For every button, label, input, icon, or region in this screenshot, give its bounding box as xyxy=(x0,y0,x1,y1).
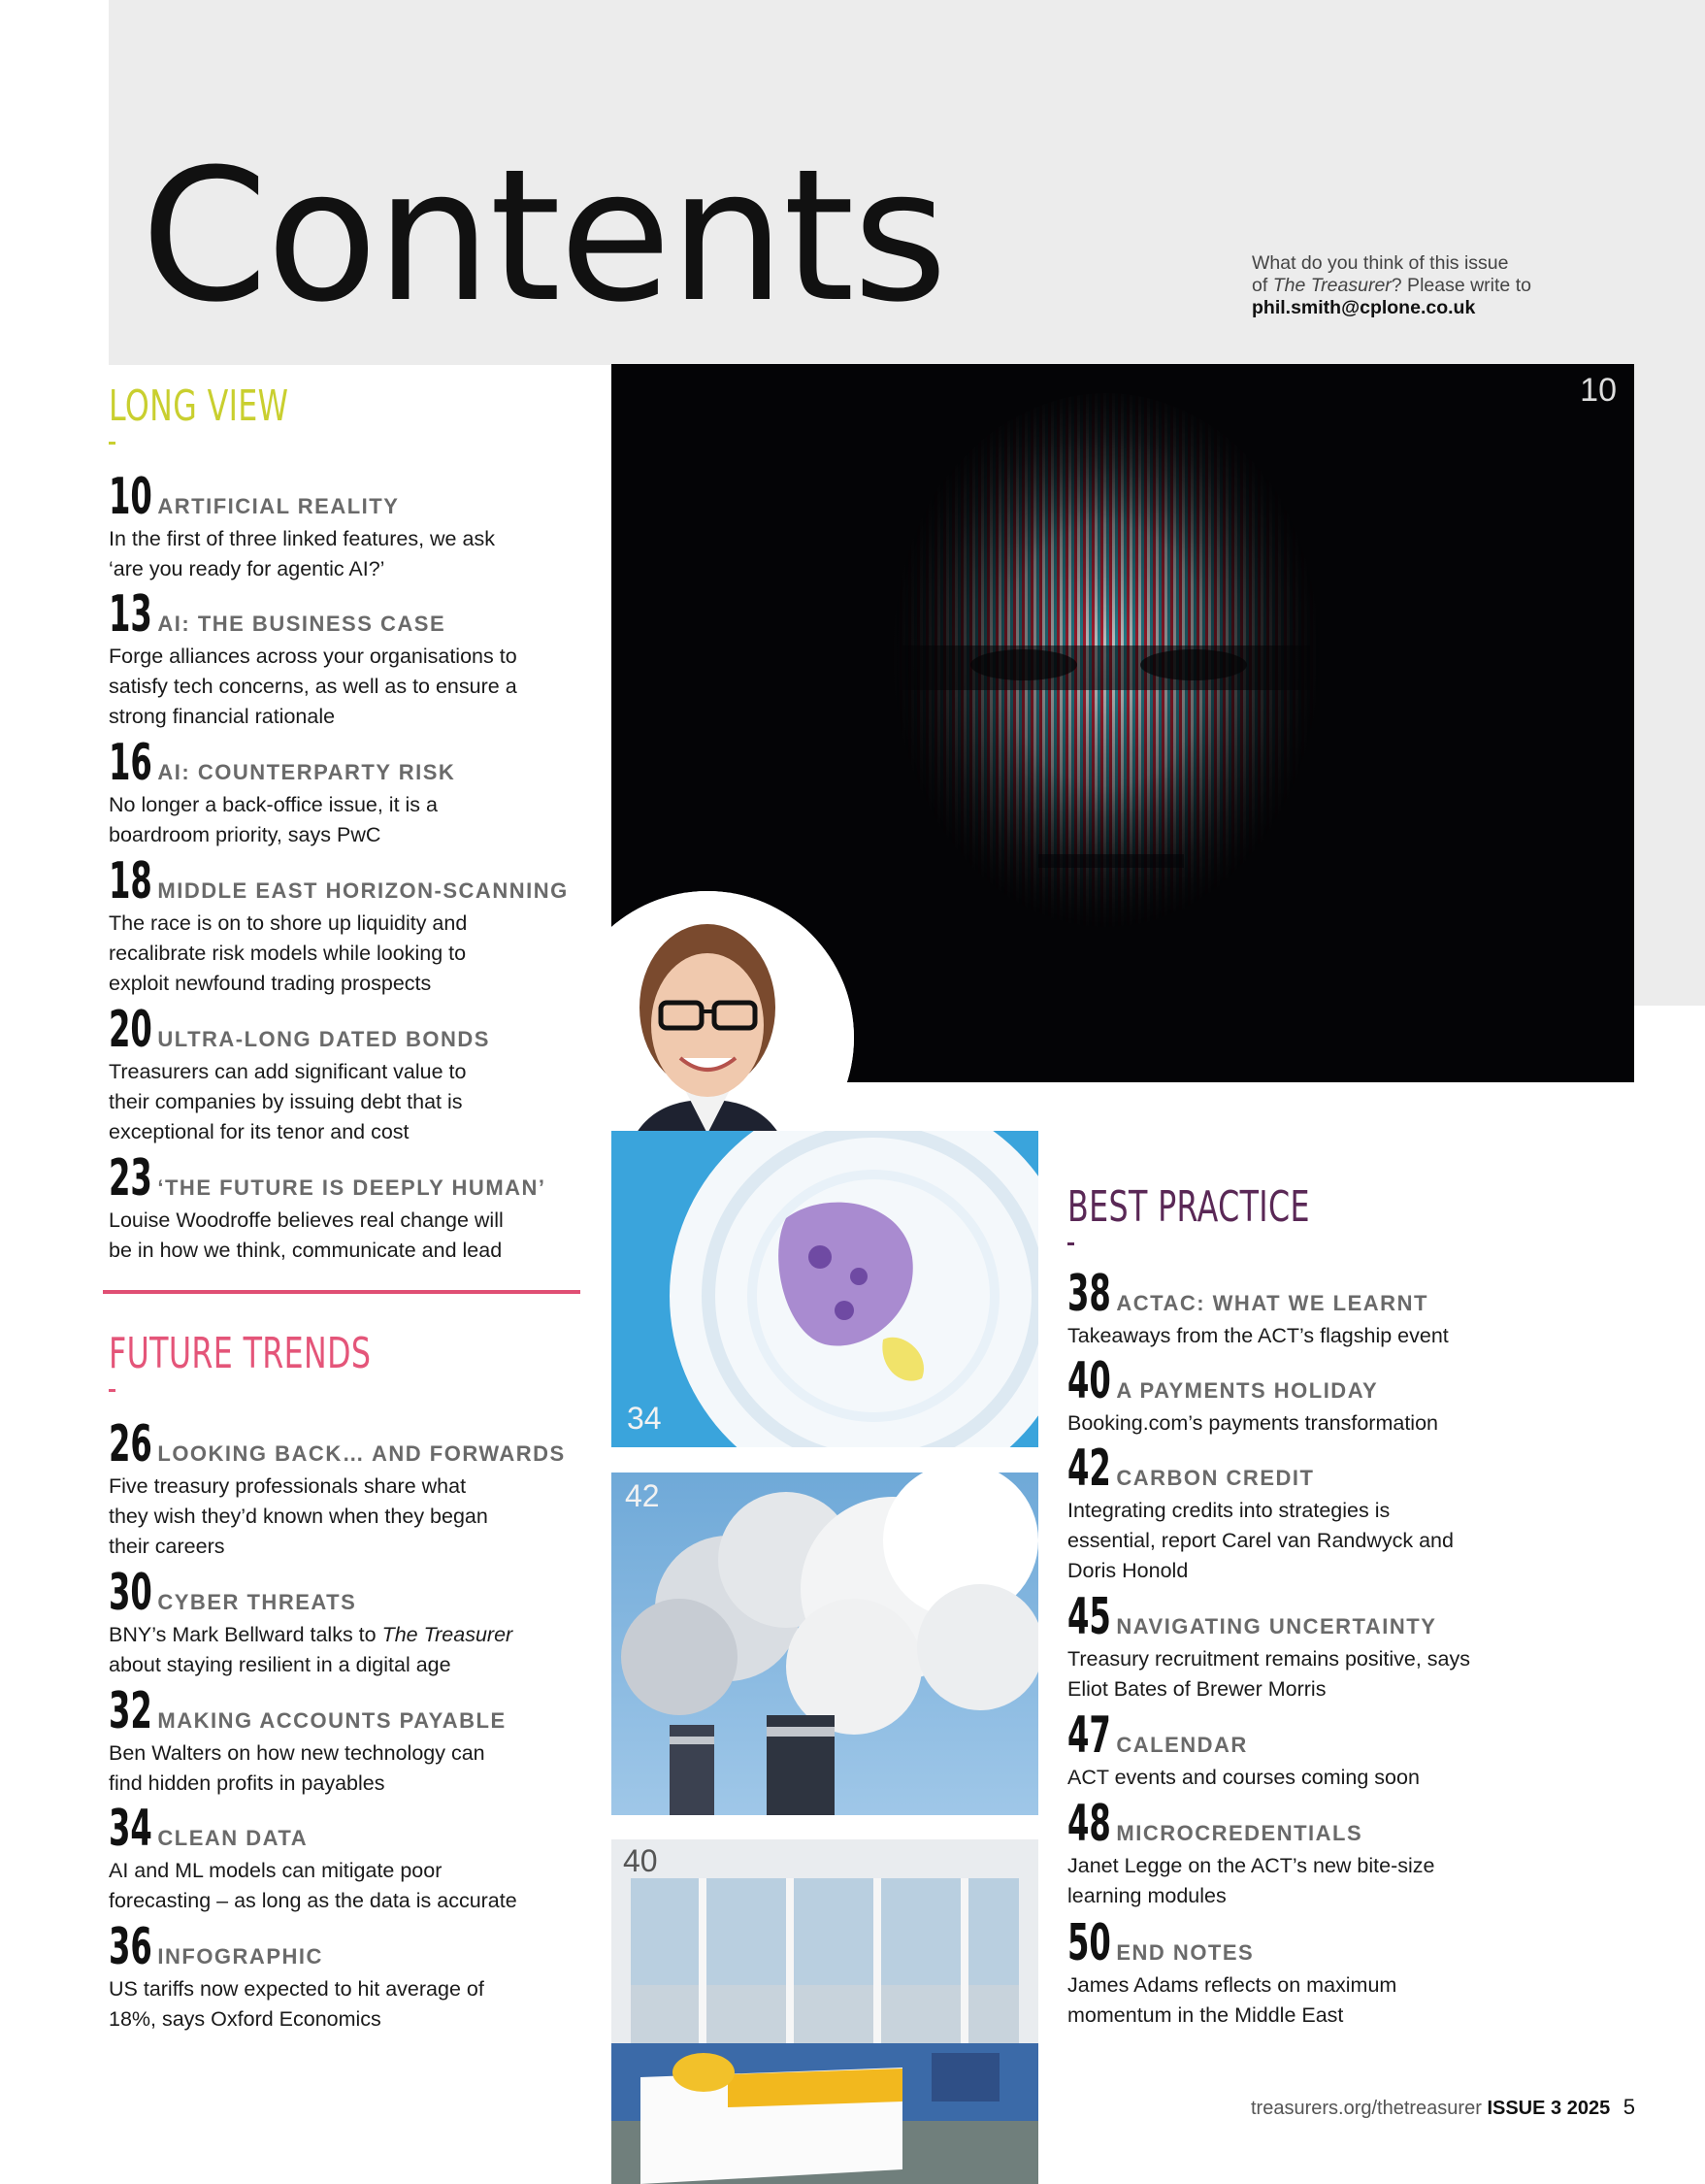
toc-page-number: 16 xyxy=(109,734,152,792)
toc-entry-title: LOOKING BACK… AND FORWARDS xyxy=(157,1441,566,1466)
footer-page-number: 5 xyxy=(1623,2095,1635,2119)
toc-page-number: 26 xyxy=(109,1415,152,1473)
toc-page-number: 47 xyxy=(1067,1706,1111,1765)
page-title: Contents xyxy=(141,130,946,343)
toc-entry-title: END NOTES xyxy=(1116,1940,1255,1965)
paint-swirl-image[interactable] xyxy=(611,1131,1038,1447)
toc-entry[interactable] xyxy=(109,1415,566,1562)
toc-entry[interactable] xyxy=(109,1918,484,2035)
toc-entry-title: ULTRA-LONG DATED BONDS xyxy=(157,1027,490,1051)
hero-page-number: 10 xyxy=(1580,372,1617,409)
toc-entry[interactable] xyxy=(1067,1914,1397,2031)
toc-entry-title: ACTAC: WHAT WE LEARNT xyxy=(1116,1291,1428,1315)
toc-page-number: 23 xyxy=(109,1149,152,1208)
toc-entry-description: Louise Woodroffe believes real change will be in how we think, communicate and lead xyxy=(109,1208,504,1262)
feedback-line-1: What do you think of this issue xyxy=(1252,252,1509,274)
feedback-note xyxy=(1252,252,1601,319)
toc-page-number: 20 xyxy=(109,1001,152,1059)
toc-entry-title: CYBER THREATS xyxy=(157,1590,357,1614)
smokestacks-illustration xyxy=(611,1473,1038,1815)
paint-page-number: 34 xyxy=(627,1401,662,1436)
page-footer xyxy=(1251,2095,1635,2120)
toc-entry-title: CALENDAR xyxy=(1116,1733,1248,1757)
toc-entry-description: James Adams reflects on maximum momentum in the Middle East xyxy=(1067,1973,1397,2027)
toc-page-number: 40 xyxy=(1067,1352,1111,1410)
toc-entry[interactable] xyxy=(1067,1795,1435,1911)
toc-entry-description: Booking.com’s payments transformation xyxy=(1067,1411,1439,1435)
toc-entry[interactable] xyxy=(109,1149,546,1266)
footer-issue: ISSUE 3 2025 xyxy=(1487,2098,1611,2119)
toc-page-number: 34 xyxy=(109,1800,152,1858)
section-dash-long-view xyxy=(109,442,115,445)
toc-entry-description: Takeaways from the ACT’s flagship event xyxy=(1067,1324,1449,1347)
toc-entry[interactable] xyxy=(1067,1352,1439,1439)
feedback-email-link[interactable]: phil.smith@cplone.co.uk xyxy=(1252,297,1476,318)
toc-entry-description: Treasurers can add significant value to their companies by issuing debt that is exceptional for its tenor and cost xyxy=(109,1060,467,1143)
toc-entry-title: NAVIGATING UNCERTAINTY xyxy=(1116,1614,1437,1638)
toc-entry-title: AI: THE BUSINESS CASE xyxy=(157,612,446,636)
toc-entry-description: Ben Walters on how new technology can find hidden profits in payables xyxy=(109,1741,485,1795)
toc-page-number: 10 xyxy=(109,468,152,526)
toc-page-number: 36 xyxy=(109,1918,152,1976)
toc-entry-description: ACT events and courses coming soon xyxy=(1067,1766,1420,1789)
toc-entry-description: Janet Legge on the ACT’s new bite-size learning modules xyxy=(1067,1854,1435,1907)
toc-entry[interactable] xyxy=(109,852,569,999)
footer-url[interactable]: treasurers.org/thetreasurer xyxy=(1250,2098,1482,2119)
toc-page-number: 18 xyxy=(109,852,152,910)
section-dash-best-practice xyxy=(1067,1242,1074,1245)
toc-entry-title: A PAYMENTS HOLIDAY xyxy=(1116,1378,1379,1403)
toc-entry[interactable] xyxy=(1067,1265,1449,1351)
toc-entry-description: Forge alliances across your organisations to satisfy tech concerns, as well as to ensure a strong financial rationale xyxy=(109,645,517,728)
section-divider xyxy=(103,1290,580,1294)
toc-entry-description: US tariffs now expected to hit average of 18%, says Oxford Economics xyxy=(109,1977,484,2031)
section-heading-best-practice: BEST PRACTICE xyxy=(1067,1182,1310,1232)
hotel-room-image[interactable] xyxy=(611,1839,1038,2184)
toc-page-number: 48 xyxy=(1067,1795,1111,1853)
paint-swirl-illustration xyxy=(611,1131,1038,1447)
toc-entry[interactable] xyxy=(109,1800,517,1916)
toc-entry-description: BNY’s Mark Bellward talks to The Treasurer about staying resilient in a digital age xyxy=(109,1623,513,1676)
toc-entry-description: Five treasury professionals share what they wish they’d known when they began their careers xyxy=(109,1474,488,1558)
toc-entry[interactable] xyxy=(1067,1439,1454,1586)
toc-entry[interactable] xyxy=(109,1682,507,1799)
section-dash-future-trends xyxy=(109,1389,115,1392)
toc-entry-description: Integrating credits into strategies is essential, report Carel van Randwyck and Doris Honold xyxy=(1067,1499,1454,1582)
toc-entry-description: Treasury recruitment remains positive, says Eliot Bates of Brewer Morris xyxy=(1067,1647,1470,1701)
room-page-number: 40 xyxy=(623,1843,658,1878)
toc-page-number: 13 xyxy=(109,585,152,644)
section-heading-future-trends: FUTURE TRENDS xyxy=(109,1329,372,1378)
toc-page-number: 50 xyxy=(1067,1914,1111,1972)
toc-entry-title: CARBON CREDIT xyxy=(1116,1466,1315,1490)
toc-entry-title: INFOGRAPHIC xyxy=(157,1944,323,1969)
toc-page-number: 42 xyxy=(1067,1439,1111,1498)
toc-entry[interactable] xyxy=(1067,1706,1420,1793)
toc-entry-description: No longer a back-office issue, it is a boardroom priority, says PwC xyxy=(109,793,438,846)
toc-entry-description: AI and ML models can mitigate poor forecasting – as long as the data is accurate xyxy=(109,1859,517,1912)
hotel-room-illustration xyxy=(611,1839,1038,2184)
toc-entry[interactable] xyxy=(109,1564,513,1680)
toc-page-number: 38 xyxy=(1067,1265,1111,1323)
toc-entry-title: MIDDLE EAST HORIZON-SCANNING xyxy=(157,878,569,903)
feedback-line-2: of The Treasurer? Please write to xyxy=(1252,275,1531,296)
toc-entry[interactable] xyxy=(1067,1588,1470,1704)
toc-entry[interactable] xyxy=(109,1001,490,1147)
toc-entry-title: ‘THE FUTURE IS DEEPLY HUMAN’ xyxy=(157,1175,546,1200)
toc-entry-title: MAKING ACCOUNTS PAYABLE xyxy=(157,1708,507,1733)
smoke-page-number: 42 xyxy=(625,1478,660,1513)
publication-name: The Treasurer xyxy=(1272,275,1392,296)
toc-entry[interactable] xyxy=(109,585,517,732)
toc-entry-title: ARTIFICIAL REALITY xyxy=(157,494,400,518)
toc-entry-title: MICROCREDENTIALS xyxy=(1116,1821,1363,1845)
toc-entry[interactable] xyxy=(109,468,495,584)
toc-page-number: 45 xyxy=(1067,1588,1111,1646)
smokestacks-image[interactable] xyxy=(611,1473,1038,1815)
toc-entry-description: In the first of three linked features, we ask ‘are you ready for agentic AI?’ xyxy=(109,527,495,580)
toc-page-number: 32 xyxy=(109,1682,152,1740)
toc-entry[interactable] xyxy=(109,734,456,850)
toc-page-number: 30 xyxy=(109,1564,152,1622)
toc-entry-title: AI: COUNTERPARTY RISK xyxy=(157,760,456,784)
section-heading-long-view: LONG VIEW xyxy=(109,381,289,431)
toc-entry-title: CLEAN DATA xyxy=(157,1826,309,1850)
toc-entry-description: The race is on to shore up liquidity and recalibrate risk models while looking to exploit newfound trading prospects xyxy=(109,911,468,995)
